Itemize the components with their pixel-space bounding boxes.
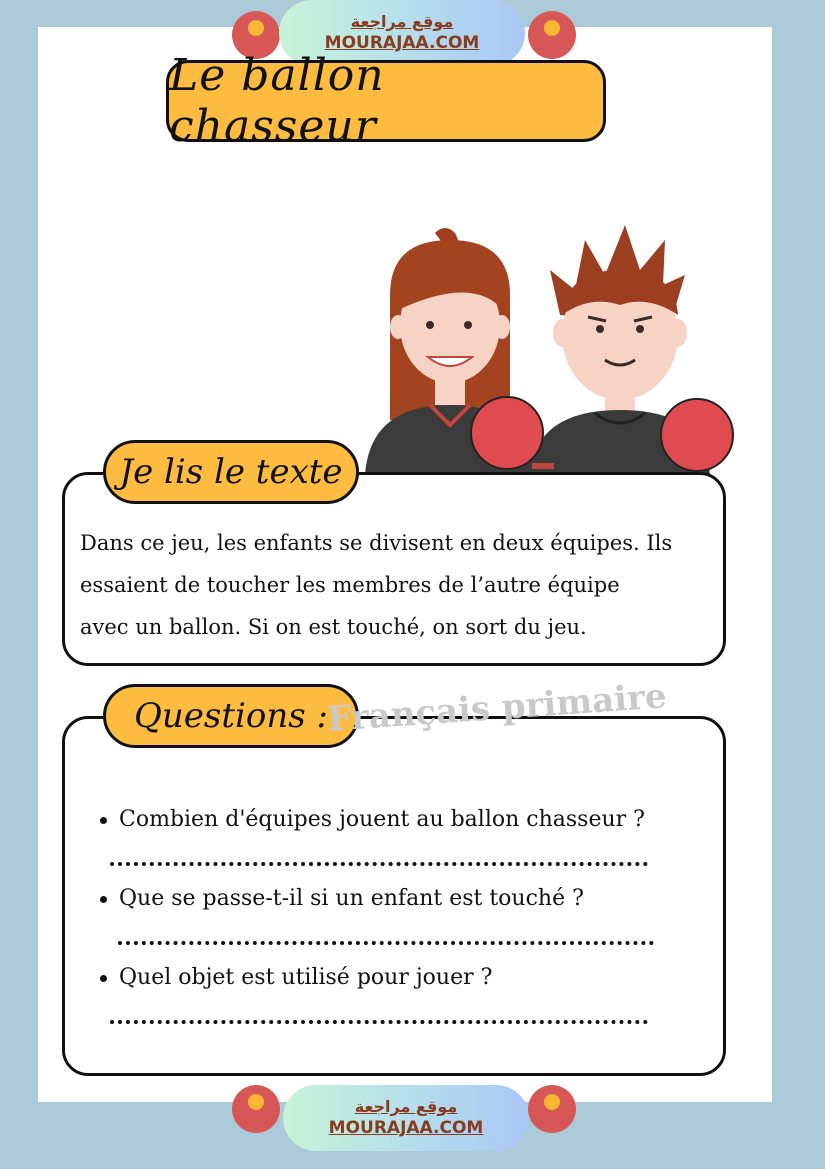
- question-item: [100, 805, 645, 835]
- watermark: Français primaire: [326, 676, 668, 740]
- bullet-icon: [100, 896, 107, 903]
- page-title: Le ballon chasseur: [169, 50, 385, 152]
- site-logo-icon: [232, 1085, 280, 1133]
- bullet-icon: [100, 817, 107, 824]
- reading-line: Dans ce jeu, les enfants se divisent en deux équipes. Ils: [80, 531, 673, 555]
- answer-line[interactable]: [118, 941, 654, 945]
- site-domain: MOURAJAA.COM: [328, 1118, 484, 1138]
- site-name-arabic: موقع مراجعة: [354, 1097, 458, 1116]
- children-with-balls-illustration: [360, 225, 740, 475]
- question-item: [100, 884, 584, 914]
- reading-text: [80, 522, 722, 648]
- reading-label-text: Je lis le texte: [119, 452, 343, 492]
- reading-line: essaient de toucher les membres de l’autre équipe: [80, 573, 620, 597]
- site-domain: MOURAJAA.COM: [324, 33, 480, 53]
- site-badge-bottom[interactable]: [283, 1085, 529, 1151]
- title-banner: [166, 50, 606, 152]
- answer-line[interactable]: [110, 862, 648, 866]
- answer-line[interactable]: [110, 1020, 648, 1024]
- site-name-arabic: موقع مراجعة: [350, 12, 454, 31]
- question-text: Quel objet est utilisé pour jouer ?: [119, 965, 493, 990]
- reading-label: [103, 440, 359, 504]
- question-item: [100, 963, 492, 993]
- question-text: Que se passe-t-il si un enfant est touché ?: [119, 886, 584, 911]
- reading-line: avec un ballon. Si on est touché, on sort du jeu.: [80, 615, 587, 639]
- site-logo-icon: [528, 1085, 576, 1133]
- question-text: Combien d'équipes jouent au ballon chasseur ?: [119, 807, 645, 832]
- ball-icon: [661, 399, 733, 471]
- questions-label-text: Questions :: [134, 696, 328, 736]
- bullet-icon: [100, 975, 107, 982]
- ball-icon: [471, 397, 543, 469]
- questions-label: [103, 684, 359, 748]
